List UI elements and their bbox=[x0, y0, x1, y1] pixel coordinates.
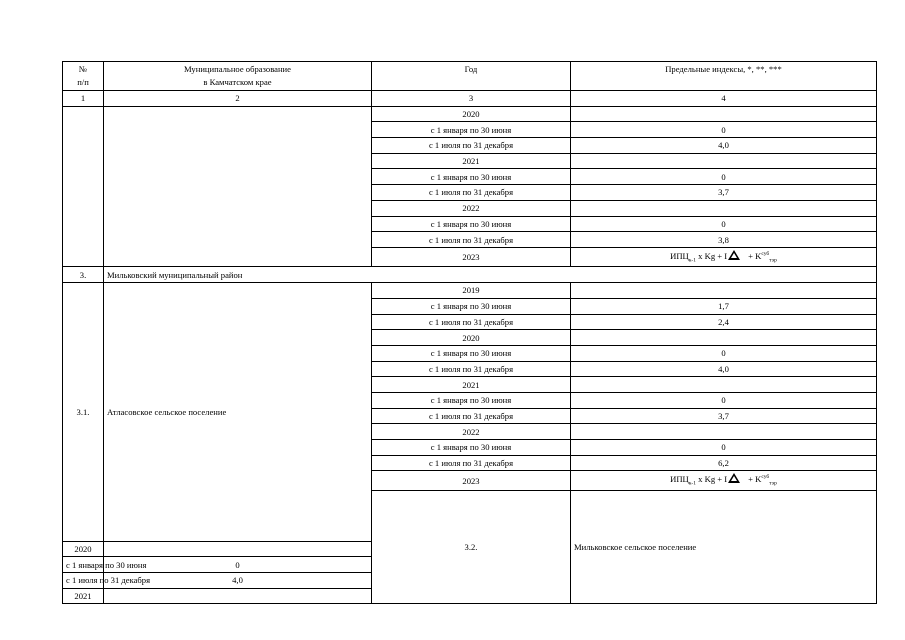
table-row bbox=[63, 283, 877, 299]
subsection-number: 3.1. bbox=[63, 283, 104, 542]
formula-k-sup: суб bbox=[761, 250, 770, 257]
formula-kg: x Kg + I bbox=[698, 474, 728, 485]
value-cell: 0 bbox=[571, 392, 877, 408]
value-cell: 2,4 bbox=[571, 314, 877, 330]
column-number-row bbox=[63, 91, 877, 107]
header-number-line2: п/п bbox=[77, 77, 89, 87]
year-cell: 2021 bbox=[63, 588, 104, 604]
formula-cell bbox=[571, 471, 877, 491]
formula-ipc-sub: к-1 bbox=[688, 257, 697, 264]
period-cell: с 1 января по 30 июня bbox=[372, 169, 571, 185]
formula-ipc-sub: к-1 bbox=[688, 480, 697, 487]
col-number-4: 4 bbox=[571, 91, 877, 107]
period-cell: с 1 января по 30 июня bbox=[372, 392, 571, 408]
period-cell: с 1 января по 30 июня bbox=[372, 298, 571, 314]
header-municipality bbox=[104, 62, 372, 91]
section-number: 3. bbox=[63, 267, 104, 283]
value-cell: 0 bbox=[571, 216, 877, 232]
year-cell: 2023 bbox=[372, 247, 571, 267]
formula-ipc: ИПЦ bbox=[670, 250, 689, 261]
header-number-line1: № bbox=[78, 64, 88, 74]
value-cell bbox=[571, 200, 877, 216]
period-cell: с 1 июля по 31 декабря bbox=[372, 314, 571, 330]
header-year: Год bbox=[372, 62, 571, 91]
formula-plus-k: + K bbox=[748, 250, 762, 261]
value-cell: 1,7 bbox=[571, 298, 877, 314]
section-title: Мильковский муниципальный район bbox=[104, 267, 877, 283]
year-cell: 2023 bbox=[372, 471, 571, 491]
value-cell bbox=[104, 541, 372, 557]
header-number bbox=[63, 62, 104, 91]
value-cell: 3,8 bbox=[571, 232, 877, 248]
formula-kg: x Kg + I bbox=[698, 250, 728, 261]
period-cell: с 1 января по 30 июня bbox=[372, 216, 571, 232]
formula-ipc: ИПЦ bbox=[670, 474, 689, 485]
formula-k-sub: тэр bbox=[769, 257, 777, 264]
municipality-name: Атласовское сельское поселение bbox=[104, 283, 372, 542]
period-cell: с 1 января по 30 июня bbox=[63, 557, 104, 573]
table-header-row bbox=[63, 62, 877, 91]
value-cell bbox=[571, 283, 877, 299]
value-cell bbox=[571, 106, 877, 122]
value-cell: 4,0 bbox=[571, 361, 877, 377]
continuation-number-cell bbox=[63, 106, 104, 267]
formula-plus-k: + K bbox=[748, 474, 762, 485]
subsection-number: 3.2. bbox=[372, 490, 571, 603]
value-cell: 0 bbox=[571, 169, 877, 185]
header-indices: Предельные индексы, *, **, *** bbox=[571, 62, 877, 91]
municipality-name: Мильковское сельское поселение bbox=[571, 490, 877, 603]
value-cell: 0 bbox=[104, 557, 372, 573]
period-cell: с 1 января по 30 июня bbox=[372, 440, 571, 456]
col-number-1: 1 bbox=[63, 91, 104, 107]
tariff-index-table bbox=[62, 61, 877, 604]
year-cell: 2021 bbox=[372, 153, 571, 169]
period-cell: с 1 января по 30 июня bbox=[372, 345, 571, 361]
value-cell bbox=[571, 424, 877, 440]
value-cell: 0 bbox=[571, 440, 877, 456]
value-cell: 3,7 bbox=[571, 408, 877, 424]
year-cell: 2019 bbox=[372, 283, 571, 299]
value-cell: 6,2 bbox=[571, 455, 877, 471]
year-cell: 2020 bbox=[372, 330, 571, 346]
value-cell: 3,7 bbox=[571, 185, 877, 201]
period-cell: с 1 июля по 31 декабря bbox=[63, 573, 104, 589]
value-cell: 0 bbox=[571, 345, 877, 361]
section-row bbox=[63, 267, 877, 283]
table-row bbox=[63, 106, 877, 122]
formula-k-sub: тэр bbox=[769, 480, 777, 487]
col-number-2: 2 bbox=[104, 91, 372, 107]
delta-icon bbox=[728, 473, 740, 483]
value-cell bbox=[104, 588, 372, 604]
col-number-3: 3 bbox=[372, 91, 571, 107]
period-cell: с 1 июля по 31 декабря bbox=[372, 185, 571, 201]
delta-icon bbox=[728, 250, 740, 260]
value-cell bbox=[571, 153, 877, 169]
year-cell: 2022 bbox=[372, 200, 571, 216]
value-cell: 4,0 bbox=[571, 138, 877, 154]
value-cell bbox=[571, 377, 877, 393]
period-cell: с 1 июля по 31 декабря bbox=[372, 408, 571, 424]
value-cell: 4,0 bbox=[104, 573, 372, 589]
period-cell: с 1 июля по 31 декабря bbox=[372, 232, 571, 248]
year-cell: 2020 bbox=[63, 541, 104, 557]
header-municipality-line2: в Камчатском крае bbox=[203, 77, 272, 87]
value-cell bbox=[571, 330, 877, 346]
period-cell: с 1 июля по 31 декабря bbox=[372, 361, 571, 377]
header-municipality-line1: Муниципальное образование bbox=[184, 64, 291, 74]
period-cell: с 1 июля по 31 декабря bbox=[372, 455, 571, 471]
continuation-municipality-cell bbox=[104, 106, 372, 267]
period-cell: с 1 января по 30 июня bbox=[372, 122, 571, 138]
formula-k-sup: суб bbox=[761, 474, 770, 481]
year-cell: 2020 bbox=[372, 106, 571, 122]
formula-cell bbox=[571, 247, 877, 267]
period-cell: с 1 июля по 31 декабря bbox=[372, 138, 571, 154]
year-cell: 2021 bbox=[372, 377, 571, 393]
year-cell: 2022 bbox=[372, 424, 571, 440]
value-cell: 0 bbox=[571, 122, 877, 138]
